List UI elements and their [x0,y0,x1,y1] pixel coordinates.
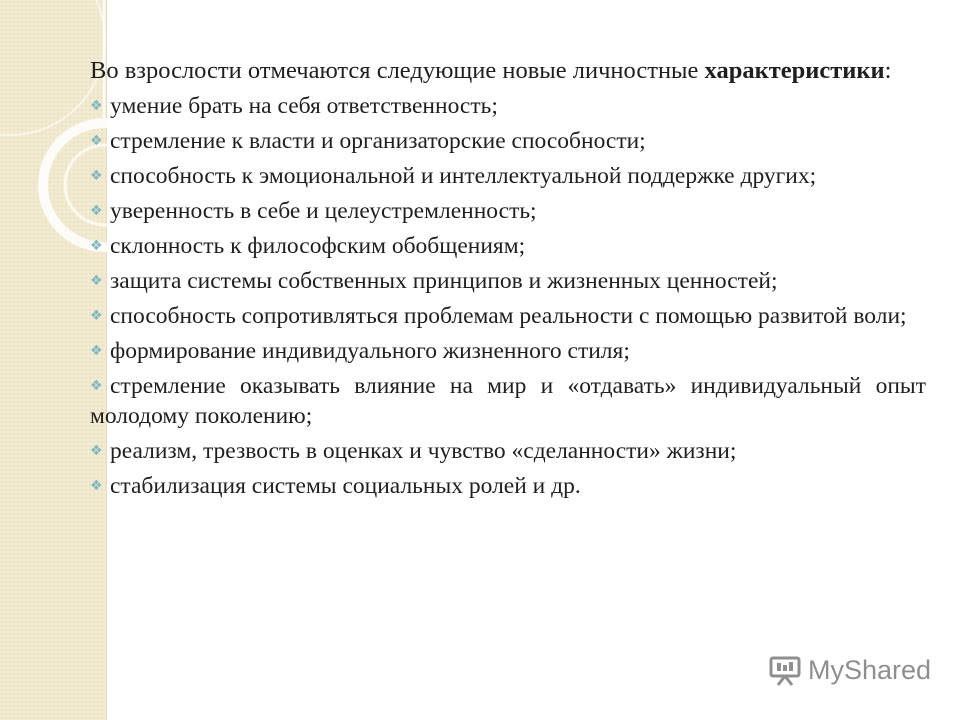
bullet-list [90,91,926,501]
list-item [90,471,926,501]
myshared-logo[interactable] [768,655,931,686]
list-item [90,231,926,261]
list-item-text: стремление к власти и организаторские способности; [110,128,646,154]
slide-heading [90,54,926,87]
heading-colon: : [884,57,892,84]
list-item [90,161,926,191]
list-item-text: умение брать на себя ответственность; [110,93,498,119]
diamond-dots-icon: ❖ [90,478,103,494]
diamond-dots-icon: ❖ [90,343,103,359]
list-item-text: формирование индивидуального жизненного стиля; [110,338,630,364]
list-item-text: уверенность в себе и целеустремленность; [110,198,537,224]
list-item [90,301,926,331]
list-item-text: защита системы собственных принципов и жизненных ценностей; [110,268,778,294]
list-item [90,436,926,466]
heading-text: Во взрослости отмечаются следующие новые личностные [90,57,699,84]
list-item-text: стремление оказывать влияние на мир и «отдавать» индивидуальный опыт молодому поколению; [90,373,926,429]
list-item [90,91,926,121]
list-item [90,336,926,366]
diamond-dots-icon: ❖ [90,273,103,289]
diamond-dots-icon: ❖ [90,308,103,324]
heading-bold-text: характеристики [704,57,885,84]
diamond-dots-icon: ❖ [90,378,103,394]
list-item [90,126,926,156]
diamond-dots-icon: ❖ [90,238,103,254]
list-item-text: способность сопротивляться проблемам реальности с помощью развитой воли; [110,303,907,329]
list-item [90,371,926,431]
list-item [90,266,926,296]
diamond-dots-icon: ❖ [90,203,103,219]
list-item-text: стабилизация системы социальных ролей и др. [110,473,581,499]
diamond-dots-icon: ❖ [90,443,103,459]
list-item-text: склонность к философским обобщениям; [110,233,526,259]
list-item-text: реализм, трезвость в оценках и чувство «сделанности» жизни; [110,438,737,464]
slide-content [90,54,926,506]
presentation-board-icon [768,656,802,686]
list-item-text: способность к эмоциональной и интеллектуальной поддержке других; [110,163,817,189]
logo-text: MyShared [808,655,932,685]
list-item [90,196,926,226]
diamond-dots-icon: ❖ [90,133,103,149]
diamond-dots-icon: ❖ [90,98,103,114]
diamond-dots-icon: ❖ [90,168,103,184]
